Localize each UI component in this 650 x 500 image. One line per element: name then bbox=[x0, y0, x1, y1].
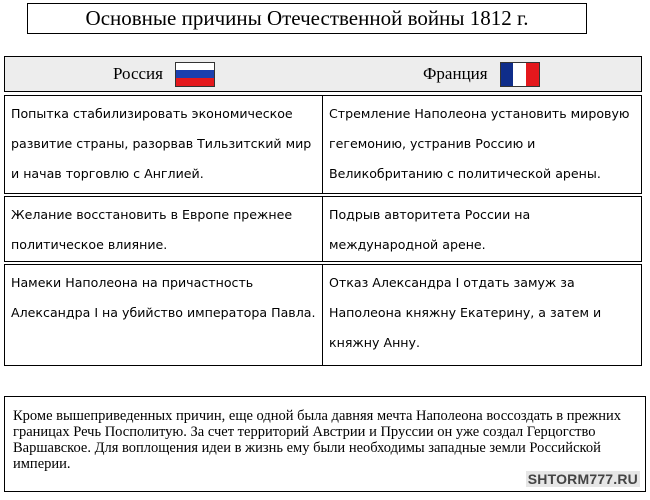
table-row bbox=[4, 264, 642, 366]
cell-russia-reason: Намеки Наполеона на причастность Александра I на убийство императора Павла. bbox=[5, 265, 323, 365]
table-header bbox=[4, 56, 642, 92]
header-france bbox=[423, 57, 540, 91]
table-row bbox=[4, 196, 642, 262]
cell-france-reason: Подрыв авторитета России на международной арене. bbox=[329, 207, 531, 252]
cell-france-reason: Стремление Наполеона установить мировую гегемонию, устранив Россию и Великобританию с политической арены. bbox=[329, 106, 630, 181]
flag-france-icon bbox=[500, 62, 540, 87]
header-russia bbox=[113, 57, 215, 91]
cell-russia-reason: Желание восстановить в Европе прежнее политическое влияние. bbox=[5, 197, 323, 261]
flag-russia-icon bbox=[175, 62, 215, 87]
table-row bbox=[4, 95, 642, 194]
cell-france-reason: Отказ Александра I отдать замуж за Наполеона княжну Екатерину, а затем и княжну Анну. bbox=[329, 275, 602, 350]
header-france-label: Франция bbox=[423, 64, 488, 83]
cell-russia-reason: Попытка стабилизировать экономическое развитие страны, разорвав Тильзитский мир и начав торговлю с Англией. bbox=[5, 96, 323, 193]
page-title bbox=[27, 3, 587, 34]
header-russia-label: Россия bbox=[113, 64, 163, 83]
page-title-text: Основные причины Отечественной войны 1812 г. bbox=[85, 6, 529, 30]
watermark: SHTORM777.RU bbox=[527, 471, 638, 487]
note-text: Кроме вышеприведенных причин, еще одной была давняя мечта Наполеона воссоздать в прежних границах Речь Посполитую. За счет территорий Австрии и Пруссии он уже создал Герцогство Варшавское. Для воплощения идеи в жизнь ему были необходимы западные земли Российской империи. bbox=[13, 408, 622, 472]
